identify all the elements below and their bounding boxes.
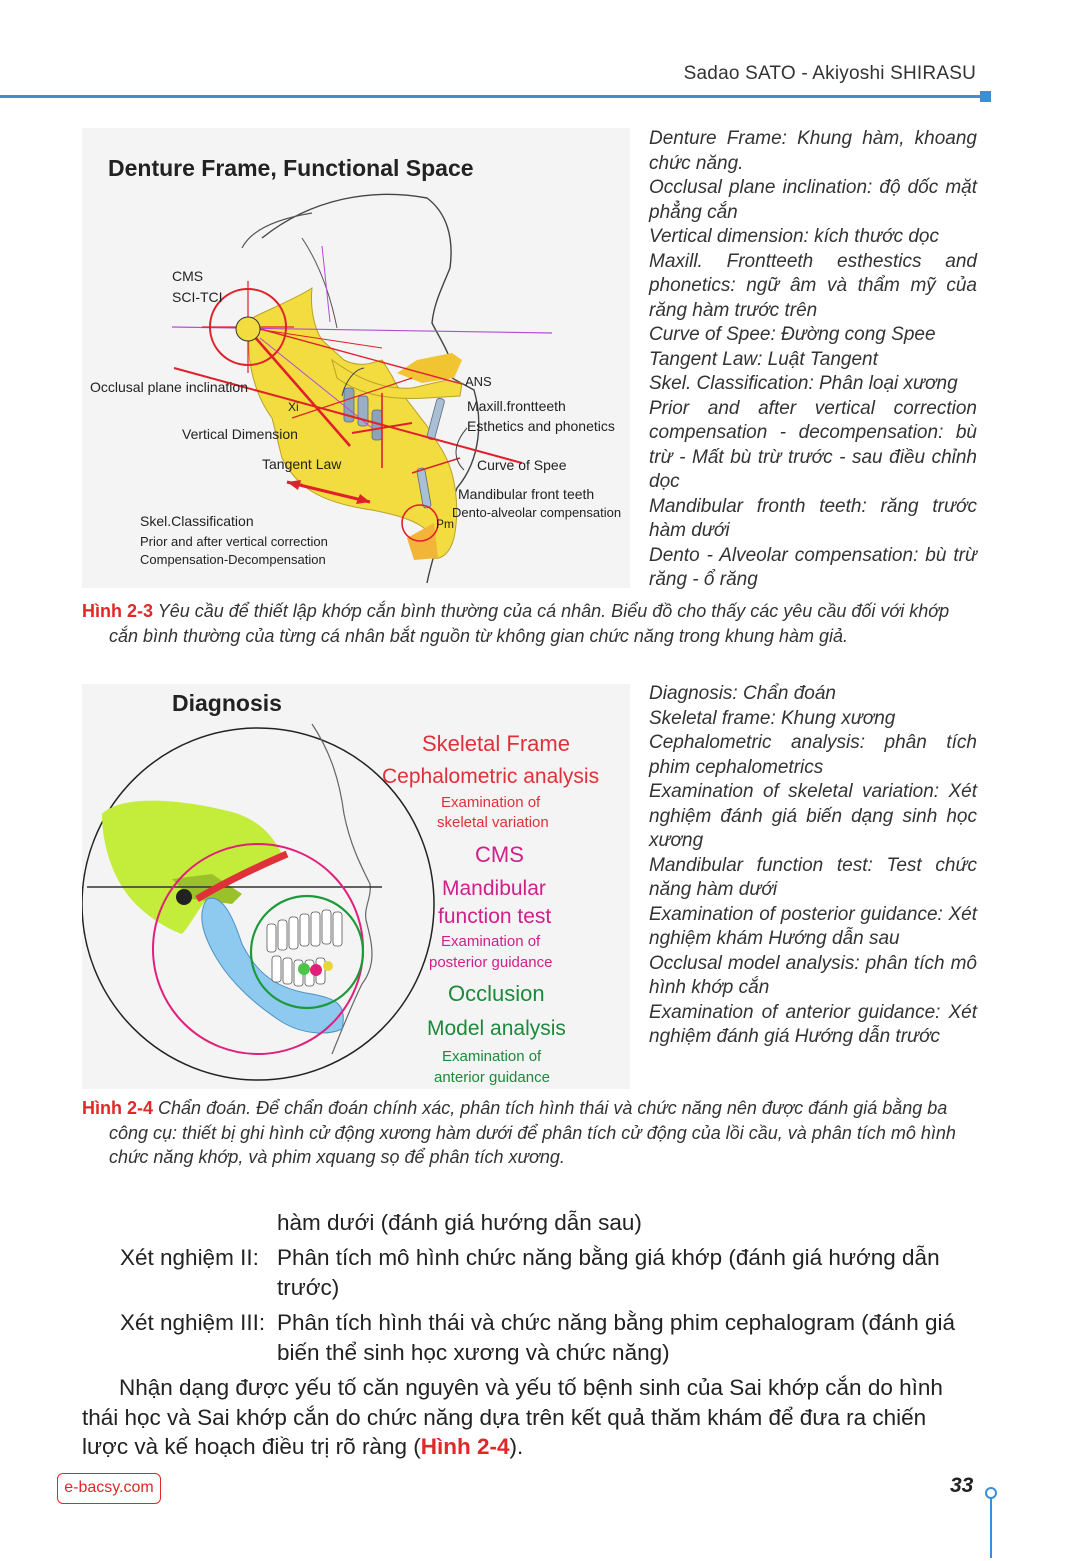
body-paragraph	[82, 1373, 977, 1462]
label-mandibular-front: Mandibular front teeth	[458, 486, 595, 502]
glossary-item: Curve of Spee: Đường cong Spee	[649, 324, 936, 345]
exam-3-label: Xét nghiệm III:	[120, 1310, 266, 1335]
exam-continuation: hàm dưới (đánh giá hướng dẫn sau)	[277, 1210, 642, 1235]
label-curve-spee: Curve of Spee	[477, 457, 567, 473]
label-skel-class: Skel.Classification	[140, 513, 254, 529]
glossary-item: Prior and after vertical correction compensation - decompensation: bù trừ - Mất bù trừ trước - sau điều chỉnh dọc	[649, 397, 977, 492]
label-exam-skeletal-1: Examination of	[441, 794, 541, 811]
label-esthetics: Esthetics and phonetics	[467, 418, 615, 434]
label-cms: CMS	[475, 842, 524, 867]
label-dento-alveolar: Dento-alveolar compensation	[452, 505, 622, 520]
label-maxill-front: Maxill.frontteeth	[467, 398, 566, 414]
diagnosis-diagram	[82, 684, 630, 1089]
glossary-item: Tangent Law: Luật Tangent	[649, 348, 878, 370]
label-model-analysis: Model analysis	[427, 1017, 566, 1040]
header-square	[980, 91, 991, 102]
caption-text: Yêu cầu để thiết lập khớp cắn bình thường của cá nhân. Biểu đồ cho thấy các yêu cầu đối với khớp cắn bình thường của từng cá nhân bắt nguồn từ không gian chức năng trong khung hàm giả.	[109, 601, 950, 646]
denture-frame-title: Denture Frame, Functional Space	[108, 155, 474, 181]
caption-lead: Hình 2-3	[82, 601, 154, 621]
label-exam-ant-2: anterior guidance	[434, 1069, 550, 1086]
label-mand-func-1: Mandibular	[442, 877, 546, 900]
glossary-item: Dento - Alveolar compensation: bù trừ răng - ổ răng	[649, 544, 977, 590]
label-occlusion: Occlusion	[448, 981, 545, 1006]
page-number: 33	[950, 1474, 974, 1497]
label-mand-func-2: function test	[438, 905, 552, 928]
label-ceph-analysis: Cephalometric analysis	[382, 765, 600, 788]
glossary-item: Examination of posterior guidance: Xét nghiệm khám Hướng dẫn sau	[649, 903, 977, 949]
figure-diagnosis	[82, 684, 630, 1089]
caption-figure-2-4	[82, 1096, 977, 1170]
glossary-item: Examination of anterior guidance: Xét nghiệm đánh giá Hướng dẫn trước	[649, 1001, 977, 1047]
caption-text: Chẩn đoán. Để chẩn đoán chính xác, phân tích hình thái và chức năng nên được đánh giá bằng ba công cụ: thiết bị ghi hình cử động xương hàm dưới để phân tích cử động của lồi cầu, và phân tích mô hình chức năng khớp, và phim xquang sọ để phân tích xương.	[109, 1098, 956, 1167]
glossary-item: Diagnosis: Chẩn đoán	[649, 683, 836, 704]
paragraph-end: ).	[509, 1434, 524, 1459]
label-exam-post-2: posterior guidance	[429, 954, 553, 971]
glossary-figure2	[649, 682, 977, 1050]
footer-site-badge[interactable]: e-bacsy.com	[57, 1473, 161, 1504]
glossary-item: Cephalometric analysis: phân tích phim cephalometrics	[649, 732, 977, 778]
label-exam-ant-1: Examination of	[442, 1048, 542, 1065]
page-marker-dot	[985, 1487, 997, 1499]
glossary-item: Mandibular fronth teeth: răng trước hàm dưới	[649, 495, 977, 541]
label-pm: Pm	[436, 517, 454, 531]
label-cms: CMS	[172, 268, 204, 284]
exam-2-row	[0, 1243, 1080, 1305]
header-rule	[0, 95, 986, 98]
glossary-item: Vertical dimension: kích thước dọc	[649, 226, 940, 247]
caption-lead: Hình 2-4	[82, 1098, 154, 1118]
header-author: Sadao SATO - Akiyoshi SHIRASU	[683, 63, 976, 84]
label-occlusal-plane: Occlusal plane inclination	[90, 379, 248, 395]
figure-reference-link[interactable]: Hình 2-4	[420, 1434, 510, 1459]
label-exam-skeletal-2: skeletal variation	[437, 814, 549, 831]
glossary-item: Skeletal frame: Khung xương	[649, 707, 896, 729]
label-prior-after: Prior and after vertical correction	[140, 534, 328, 549]
glossary-item: Mandibular function test: Test chức năng hàm dưới	[649, 854, 977, 900]
label-comp-decomp: Compensation-Decompensation	[140, 552, 326, 567]
label-ans: ANS	[465, 374, 492, 389]
denture-frame-diagram	[82, 128, 630, 588]
figure-denture-frame	[82, 128, 630, 588]
glossary-item: Occlusal model analysis: phân tích mô hình khớp cắn	[649, 952, 977, 998]
glossary-figure1	[649, 127, 977, 593]
label-skeletal-frame: Skeletal Frame	[422, 731, 570, 756]
caption-figure-2-3	[82, 599, 977, 648]
page-marker-line	[990, 1496, 992, 1558]
label-vertical-dimension: Vertical Dimension	[182, 426, 298, 442]
exam-2-label: Xét nghiệm II:	[120, 1245, 259, 1270]
glossary-item: Occlusal plane inclination: độ dốc mặt phẳng cắn	[649, 177, 977, 223]
label-sci-tci: SCI-TCI	[172, 289, 223, 305]
label-exam-post-1: Examination of	[441, 933, 541, 950]
exam-3-row	[0, 1308, 1080, 1370]
glossary-item: Examination of skeletal variation: Xét nghiệm đánh giá biến dạng sinh học xương	[649, 781, 977, 851]
label-tangent-law: Tangent Law	[262, 456, 342, 472]
label-xi: Xi	[288, 400, 299, 414]
paragraph-text: Nhận dạng được yếu tố căn nguyên và yếu tố bệnh sinh của Sai khớp cắn do hình thái học và Sai khớp cắn do chức năng dựa trên kết quả thăm khám để đưa ra chiến lược và kế hoạch điều trị rõ ràng (	[82, 1375, 943, 1459]
glossary-item: Maxill. Frontteeth esthestics and phonetics: ngữ âm và thẩm mỹ của răng hàm trước trên	[649, 250, 977, 321]
exam-2-text: Phân tích mô hình chức năng bằng giá khớp (đánh giá hướng dẫn trước)	[277, 1245, 940, 1300]
exam-3-text: Phân tích hình thái và chức năng bằng phim cephalogram (đánh giá biến thể sinh học xương và chức năng)	[277, 1310, 956, 1365]
glossary-item: Skel. Classification: Phân loại xương	[649, 373, 958, 394]
glossary-item: Denture Frame: Khung hàm, khoang chức năng.	[649, 128, 977, 174]
diagnosis-title: Diagnosis	[172, 690, 282, 716]
